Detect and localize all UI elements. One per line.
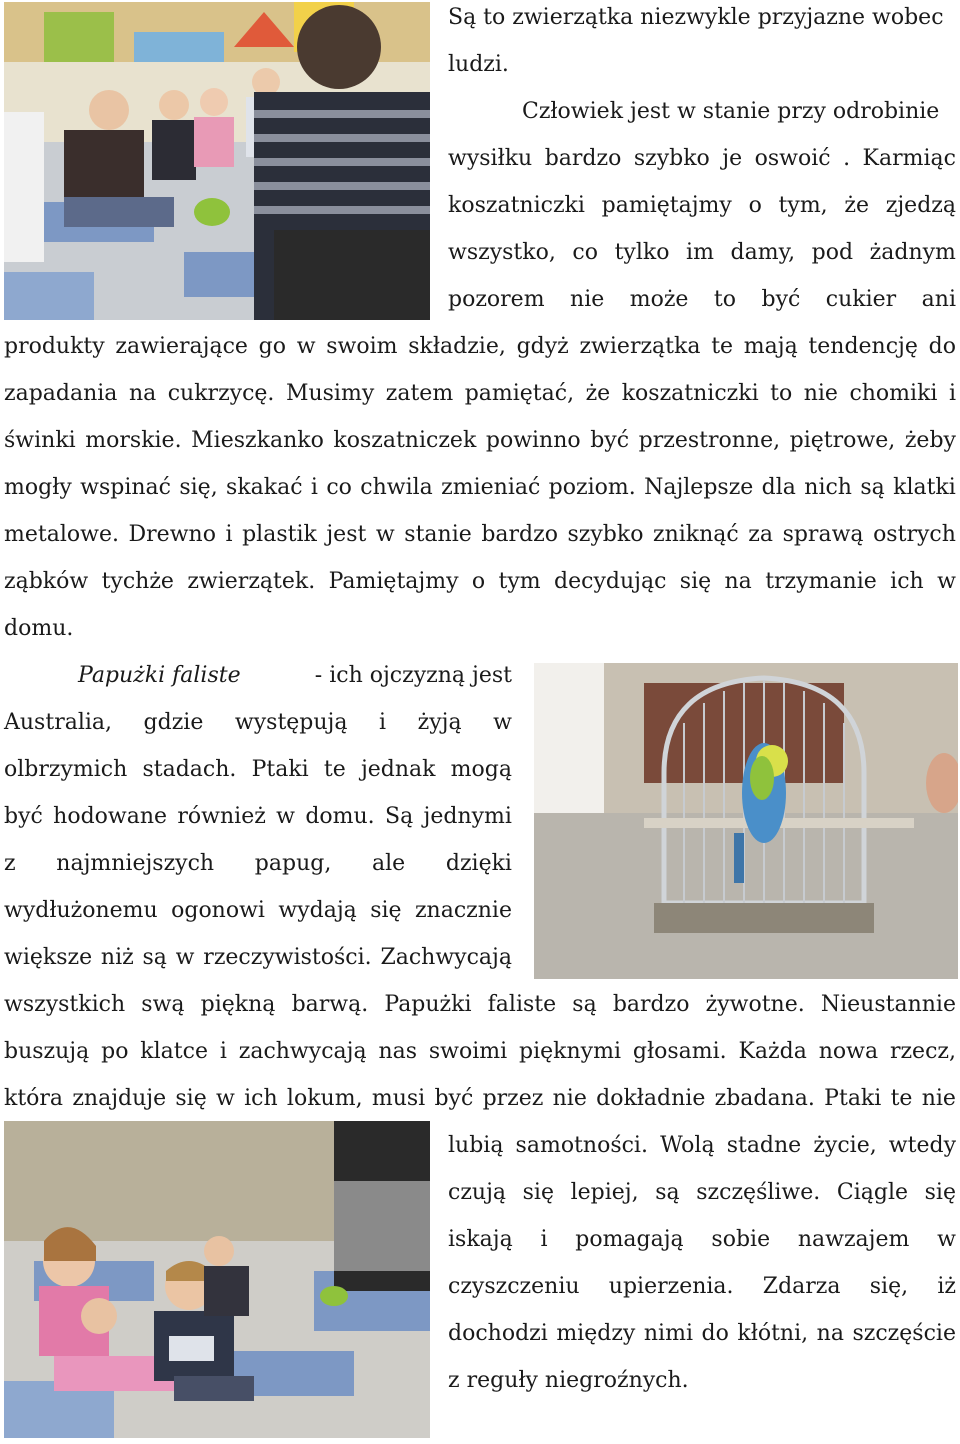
word: ich: [244, 1086, 278, 1111]
word: kłótni,: [737, 1321, 809, 1346]
word: w: [216, 1086, 235, 1111]
word: są: [860, 475, 885, 500]
word: upierzenia.: [608, 1274, 734, 1299]
word: czyszczeniu: [448, 1274, 580, 1299]
word: żadnym: [869, 240, 956, 265]
word: na: [816, 1321, 844, 1346]
word: dokładnie: [596, 1086, 706, 1111]
word: swą: [141, 992, 185, 1017]
word: buszują: [4, 1039, 90, 1064]
word: te: [711, 334, 734, 359]
word: Drewno: [128, 522, 216, 547]
word: co: [326, 475, 352, 500]
text-line: [4, 709, 512, 737]
word: bardzo: [544, 146, 622, 171]
word: stadach.: [142, 757, 237, 782]
word: rzecz,: [889, 1039, 956, 1064]
text-line: [448, 145, 956, 173]
word: nie: [803, 381, 838, 406]
word: zwierzątka: [579, 334, 701, 359]
word: plastik: [242, 522, 317, 547]
word: koszatniczki: [448, 193, 585, 218]
word: Pamiętajmy: [328, 569, 459, 594]
word: cukier: [825, 287, 897, 312]
word: szczęśliwe.: [696, 1180, 821, 1205]
text-line: ludzi.: [448, 52, 509, 77]
word: Ptaki: [251, 757, 309, 782]
text-line: Są to zwierzątka niezwykle przyjazne wobec: [448, 5, 944, 30]
word: samotności.: [515, 1133, 648, 1158]
word: chwila: [360, 475, 433, 500]
word: najmniejszych: [56, 851, 215, 876]
word: znajduje: [72, 1086, 167, 1111]
text-line: [448, 1132, 956, 1160]
word: ich: [890, 569, 924, 594]
word: mogą: [450, 757, 512, 782]
word: w: [296, 334, 316, 359]
word: nimi: [643, 1321, 693, 1346]
word: nas: [378, 1039, 418, 1064]
word: swoimi: [428, 1039, 508, 1064]
word: nowa: [818, 1039, 879, 1064]
word: o: [471, 569, 486, 594]
text-line: domu.: [4, 616, 74, 641]
word: wtedy: [888, 1133, 956, 1158]
word: być: [434, 1086, 474, 1111]
text-line: [448, 1320, 956, 1348]
word: zachwycają: [238, 1039, 367, 1064]
word: ani: [921, 287, 956, 312]
word: żywotne.: [705, 992, 805, 1017]
word: nich: [804, 475, 852, 500]
text-line: [448, 1179, 956, 1207]
word: z: [4, 851, 16, 876]
word: koszatniczki: [621, 381, 759, 406]
word: niż: [100, 945, 134, 970]
word: składzie,: [408, 334, 506, 359]
word: metalowe.: [4, 522, 119, 547]
word: o: [748, 193, 762, 218]
word: piętrowe,: [789, 428, 896, 453]
word: poziom.: [548, 475, 636, 500]
word: te: [323, 757, 346, 782]
word: damy,: [730, 240, 796, 265]
word: w: [937, 569, 956, 594]
word: się: [370, 898, 402, 923]
word: Są: [385, 804, 414, 829]
word: tylko: [614, 240, 670, 265]
word: decydując: [554, 569, 667, 594]
word: im: [686, 240, 714, 265]
word: się: [924, 1180, 956, 1205]
word: nie: [570, 287, 605, 312]
word: tendencję: [808, 334, 918, 359]
word: szybko: [633, 146, 710, 171]
word: i: [379, 710, 387, 735]
word: iż: [937, 1274, 956, 1299]
word: Karmiąc: [862, 146, 956, 171]
word: i: [219, 1039, 227, 1064]
word: być: [4, 804, 43, 829]
word: swoim: [326, 334, 398, 359]
text-line: [448, 239, 956, 267]
word: że: [844, 193, 870, 218]
text-line: [4, 803, 512, 831]
word: barwą.: [291, 992, 369, 1017]
word: co: [572, 240, 598, 265]
word: większe: [4, 945, 93, 970]
word: cukrzycę.: [167, 381, 275, 406]
word: Musimy: [285, 381, 375, 406]
word: czują: [448, 1180, 507, 1205]
word: i: [310, 475, 318, 500]
word: się: [522, 1180, 554, 1205]
word: dla: [761, 475, 796, 500]
word: mają: [743, 334, 798, 359]
word: nie: [921, 1086, 956, 1111]
word: stanie: [404, 522, 472, 547]
word: zniknąć: [653, 522, 739, 547]
text-line: [4, 1085, 956, 1113]
word: się,: [179, 475, 218, 500]
word: się,: [869, 1274, 909, 1299]
word: lubią: [448, 1133, 504, 1158]
word: domu.: [305, 804, 375, 829]
word: Wolą: [660, 1133, 715, 1158]
word: pamiętajmy: [601, 193, 732, 218]
text-line: [4, 380, 956, 408]
word: musi: [371, 1086, 426, 1111]
text-line: [4, 850, 512, 878]
word: wydłużonemu: [4, 898, 158, 923]
word: w: [937, 1227, 956, 1252]
text-line: [78, 662, 512, 690]
word: i: [948, 381, 956, 406]
word: pozorem: [448, 287, 545, 312]
word: tym: [498, 569, 541, 594]
word: klatki: [893, 475, 956, 500]
word: do: [701, 1321, 729, 1346]
word: być: [590, 428, 630, 453]
word: która: [4, 1086, 64, 1111]
word: Ciągle: [836, 1180, 909, 1205]
word: sobie: [711, 1227, 771, 1252]
word: ale: [372, 851, 406, 876]
word: Każda: [738, 1039, 807, 1064]
word: ostrych: [873, 522, 956, 547]
word: iskają: [448, 1227, 513, 1252]
text-line: [4, 1038, 956, 1066]
word: gdyż: [516, 334, 569, 359]
word: zmieniać: [441, 475, 541, 500]
text-fragment: - ich ojczyzną jest: [314, 663, 512, 688]
word: Mieszkanko: [191, 428, 324, 453]
word: po: [101, 1039, 129, 1064]
word: między: [556, 1321, 636, 1346]
word: mogły: [4, 475, 72, 500]
text-line: z reguły niegroźnych.: [448, 1368, 689, 1393]
children-with-teacher-photo: [4, 2, 430, 320]
text-line: [448, 286, 956, 314]
word: pomagają: [575, 1227, 684, 1252]
word: Najlepsze: [644, 475, 754, 500]
word: ogonowi: [171, 898, 265, 923]
word: żyją: [417, 710, 462, 735]
word: i: [225, 522, 233, 547]
text-line: [4, 333, 956, 361]
text-line: [4, 991, 956, 1019]
word: zbadana.: [714, 1086, 815, 1111]
word: w: [175, 945, 195, 970]
text-line: [448, 192, 956, 220]
word: Ptaki: [824, 1086, 882, 1111]
word: na: [128, 381, 157, 406]
word: szybko: [567, 522, 644, 547]
text-line: [4, 427, 956, 455]
word: trzymanie: [765, 569, 877, 594]
word: przez: [482, 1086, 544, 1111]
word: Nieustannie: [820, 992, 956, 1017]
word: Zachwycają: [380, 945, 512, 970]
text-line: Człowiek jest w stanie przy odrobinie: [522, 99, 940, 124]
word: za: [748, 522, 774, 547]
word: bardzo: [481, 522, 558, 547]
word: papug,: [254, 851, 332, 876]
word: do: [928, 334, 956, 359]
word: piękną: [200, 992, 276, 1017]
text-line: [4, 944, 512, 972]
word: są: [142, 945, 167, 970]
word: w: [276, 804, 295, 829]
word: wszystkich: [4, 992, 126, 1017]
word: lepiej,: [570, 1180, 639, 1205]
children-sitting-photo: [4, 1121, 430, 1438]
word: pamiętać,: [464, 381, 575, 406]
word: się: [175, 1086, 207, 1111]
word: że: [585, 381, 611, 406]
word: ząbków: [4, 569, 89, 594]
word: nie: [552, 1086, 587, 1111]
word: gdzie: [143, 710, 204, 735]
word: go: [258, 334, 286, 359]
word: świnki: [4, 428, 76, 453]
word: oswoić: [754, 146, 831, 171]
budgie-in-cage-photo: [534, 663, 958, 979]
word: wspinać: [80, 475, 171, 500]
word: zwierzątek.: [187, 569, 316, 594]
word: faliste: [487, 992, 557, 1017]
word: wszystko,: [448, 240, 556, 265]
word: powinno: [485, 428, 581, 453]
word: Papużki: [384, 992, 472, 1017]
text-line: [4, 897, 512, 925]
word: hodowane: [53, 804, 168, 829]
word: Australia,: [4, 710, 113, 735]
word: jest: [326, 522, 367, 547]
word: się: [679, 569, 712, 594]
word: są: [655, 1180, 680, 1205]
word: występują: [234, 710, 348, 735]
word: może: [629, 287, 689, 312]
word: są: [572, 992, 597, 1017]
budgie-heading: Papużki faliste: [78, 663, 241, 688]
word: w: [375, 522, 395, 547]
word: koszatniczek: [333, 428, 477, 453]
word: nawzajem: [797, 1227, 910, 1252]
word: morskie.: [85, 428, 182, 453]
word: to: [713, 287, 737, 312]
word: sprawą: [782, 522, 864, 547]
text-line: [4, 521, 956, 549]
word: olbrzymich: [4, 757, 128, 782]
word: bardzo: [612, 992, 690, 1017]
word: żeby: [904, 428, 956, 453]
word: jednymi: [423, 804, 512, 829]
word: przestronne,: [638, 428, 781, 453]
word: stadne: [726, 1133, 802, 1158]
word: skakać: [226, 475, 303, 500]
word: .: [843, 146, 851, 171]
text-line: [4, 568, 956, 596]
word: te: [890, 1086, 913, 1111]
word: życie,: [813, 1133, 877, 1158]
word: to: [770, 381, 793, 406]
word: dochodzi: [448, 1321, 548, 1346]
word: i: [540, 1227, 548, 1252]
word: zapadania: [4, 381, 118, 406]
word: lokum,: [286, 1086, 363, 1111]
word: zatem: [385, 381, 454, 406]
text-line: [448, 1273, 956, 1301]
word: Zdarza: [762, 1274, 841, 1299]
word: na: [724, 569, 752, 594]
word: klatce: [140, 1039, 208, 1064]
word: dzięki: [445, 851, 512, 876]
text-line: [448, 1226, 956, 1254]
word: zawierające: [115, 334, 248, 359]
word: wydają: [278, 898, 357, 923]
word: być: [761, 287, 801, 312]
word: je: [722, 146, 743, 171]
text-line: [4, 756, 512, 784]
word: zjedzą: [885, 193, 956, 218]
word: w: [493, 710, 512, 735]
word: produkty: [4, 334, 105, 359]
word: głosami.: [632, 1039, 727, 1064]
word: tym,: [778, 193, 828, 218]
word: również: [177, 804, 266, 829]
word: tychże: [101, 569, 174, 594]
word: pięknymi: [519, 1039, 622, 1064]
word: chomiki: [849, 381, 938, 406]
word: szczęście: [852, 1321, 956, 1346]
word: znacznie: [414, 898, 512, 923]
word: pod: [811, 240, 854, 265]
word: jednak: [360, 757, 436, 782]
word: rzeczywistości.: [203, 945, 372, 970]
word: wysiłku: [448, 146, 533, 171]
text-line: [4, 474, 956, 502]
